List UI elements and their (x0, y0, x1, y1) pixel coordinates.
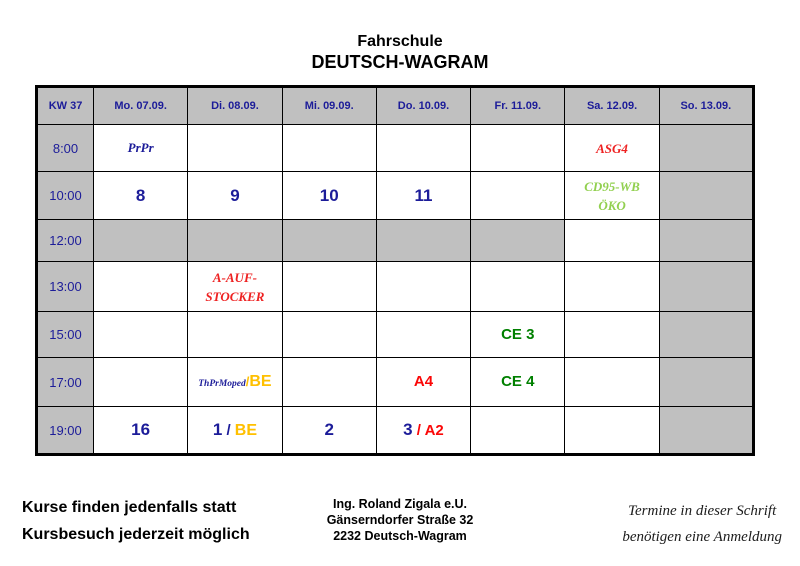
schedule-cell (376, 220, 470, 262)
cell-entry: A2 (424, 422, 444, 439)
handwriting-note (622, 498, 782, 550)
schedule-cell (659, 262, 753, 312)
schedule-cell (376, 125, 470, 172)
cell-entry: PrPr (127, 140, 154, 155)
schedule-cell (94, 407, 188, 455)
table-row (37, 312, 754, 358)
schedule-cell (471, 125, 565, 172)
cell-entry: 2 (324, 420, 334, 439)
schedule-cell (376, 312, 470, 358)
table-row (37, 172, 754, 220)
schedule-cell (94, 358, 188, 407)
schedule-cell (471, 220, 565, 262)
schedule-cell (188, 358, 282, 407)
schedule-cell (94, 172, 188, 220)
schedule-cell (188, 172, 282, 220)
schedule-cell (659, 407, 753, 455)
handwriting-note-line1: Termine in dieser Schrift (628, 503, 777, 519)
schedule-cell (282, 172, 376, 220)
time-label: 17:00 (37, 358, 94, 407)
table-row (37, 262, 754, 312)
column-header: Do. 10.09. (376, 87, 470, 125)
cell-entry: CE 4 (501, 373, 535, 390)
schedule-cell (376, 262, 470, 312)
cell-entry: CD95-WB (584, 178, 640, 194)
cell-entry: STOCKER (205, 288, 265, 304)
schedule-cell (188, 125, 282, 172)
cell-entry: BE (234, 422, 258, 439)
schedule-cell (282, 262, 376, 312)
schedule-cell (188, 407, 282, 455)
time-label: 13:00 (37, 262, 94, 312)
company-name: Ing. Roland Zigala e.U. (332, 497, 468, 511)
schedule-cell (565, 312, 659, 358)
cell-entry: ThPrMoped (198, 379, 246, 389)
table-row (37, 358, 754, 407)
table-row (37, 407, 754, 455)
schedule-cell (188, 220, 282, 262)
schedule-cell (565, 262, 659, 312)
schedule-cell (282, 312, 376, 358)
column-header: Mi. 09.09. (282, 87, 376, 125)
page-title-line1: Fahrschule (357, 33, 443, 50)
schedule-cell (94, 125, 188, 172)
column-header: Di. 08.09. (188, 87, 282, 125)
column-header: Sa. 12.09. (565, 87, 659, 125)
course-note-line2: Kursbesuch jederzeit möglich (22, 526, 250, 543)
schedule-cell (94, 262, 188, 312)
schedule-cell (94, 312, 188, 358)
time-label: 10:00 (37, 172, 94, 220)
cell-entry: 9 (230, 185, 240, 205)
schedule-table (35, 85, 755, 456)
page-title (0, 32, 800, 73)
cell-entry: CE 3 (501, 325, 535, 343)
cell-entry: ASG4 (596, 140, 628, 156)
handwriting-note-line2: benötigen eine Anmeldung (622, 529, 782, 545)
schedule-cell (565, 125, 659, 172)
course-note-line1: Kurse finden jedenfalls statt (22, 499, 237, 516)
schedule-cell (376, 407, 470, 455)
schedule-cell (188, 262, 282, 312)
schedule-cell (659, 312, 753, 358)
time-label: 15:00 (37, 312, 94, 358)
time-label: 8:00 (37, 125, 94, 172)
column-header: Fr. 11.09. (471, 87, 565, 125)
schedule-cell (565, 172, 659, 220)
column-header: Mo. 07.09. (94, 87, 188, 125)
schedule-cell (376, 172, 470, 220)
schedule-cell (659, 220, 753, 262)
schedule-cell (282, 125, 376, 172)
cell-entry: / (245, 374, 250, 389)
schedule-cell (565, 220, 659, 262)
cell-entry: / (222, 422, 235, 439)
cell-entry: ÖKO (598, 197, 626, 213)
company-street: Gänserndorfer Straße 32 (326, 513, 474, 527)
time-label: 19:00 (37, 407, 94, 455)
page-title-line2: DEUTSCH-WAGRAM (311, 52, 489, 72)
cell-entry: A-AUF- (212, 269, 257, 285)
column-header: So. 13.09. (659, 87, 753, 125)
cell-entry: 1 (212, 420, 223, 439)
schedule-cell (471, 172, 565, 220)
cell-entry: 11 (414, 185, 433, 205)
cell-entry: 16 (131, 420, 151, 439)
schedule-body (37, 125, 754, 455)
schedule-cell (565, 358, 659, 407)
schedule-cell (94, 220, 188, 262)
table-row (37, 125, 754, 172)
cell-entry: A4 (413, 373, 434, 390)
cell-entry: 3 (403, 420, 413, 439)
schedule-cell (659, 358, 753, 407)
cell-entry: BE (249, 373, 272, 390)
schedule-cell (471, 358, 565, 407)
schedule-cell (376, 358, 470, 407)
schedule-cell (471, 312, 565, 358)
time-label: 12:00 (37, 220, 94, 262)
schedule-cell (188, 312, 282, 358)
column-header: KW 37 (37, 87, 94, 125)
schedule-cell (565, 407, 659, 455)
schedule-cell (282, 407, 376, 455)
schedule-cell (659, 172, 753, 220)
schedule-cell (471, 407, 565, 455)
schedule-cell (282, 358, 376, 407)
cell-entry: / (412, 422, 425, 439)
cell-entry: 10 (319, 185, 339, 205)
table-row (37, 220, 754, 262)
schedule-cell (659, 125, 753, 172)
header-row (37, 87, 754, 125)
cell-entry: 8 (135, 185, 146, 205)
company-city: 2232 Deutsch-Wagram (333, 529, 467, 543)
schedule-cell (471, 262, 565, 312)
schedule-cell (282, 220, 376, 262)
